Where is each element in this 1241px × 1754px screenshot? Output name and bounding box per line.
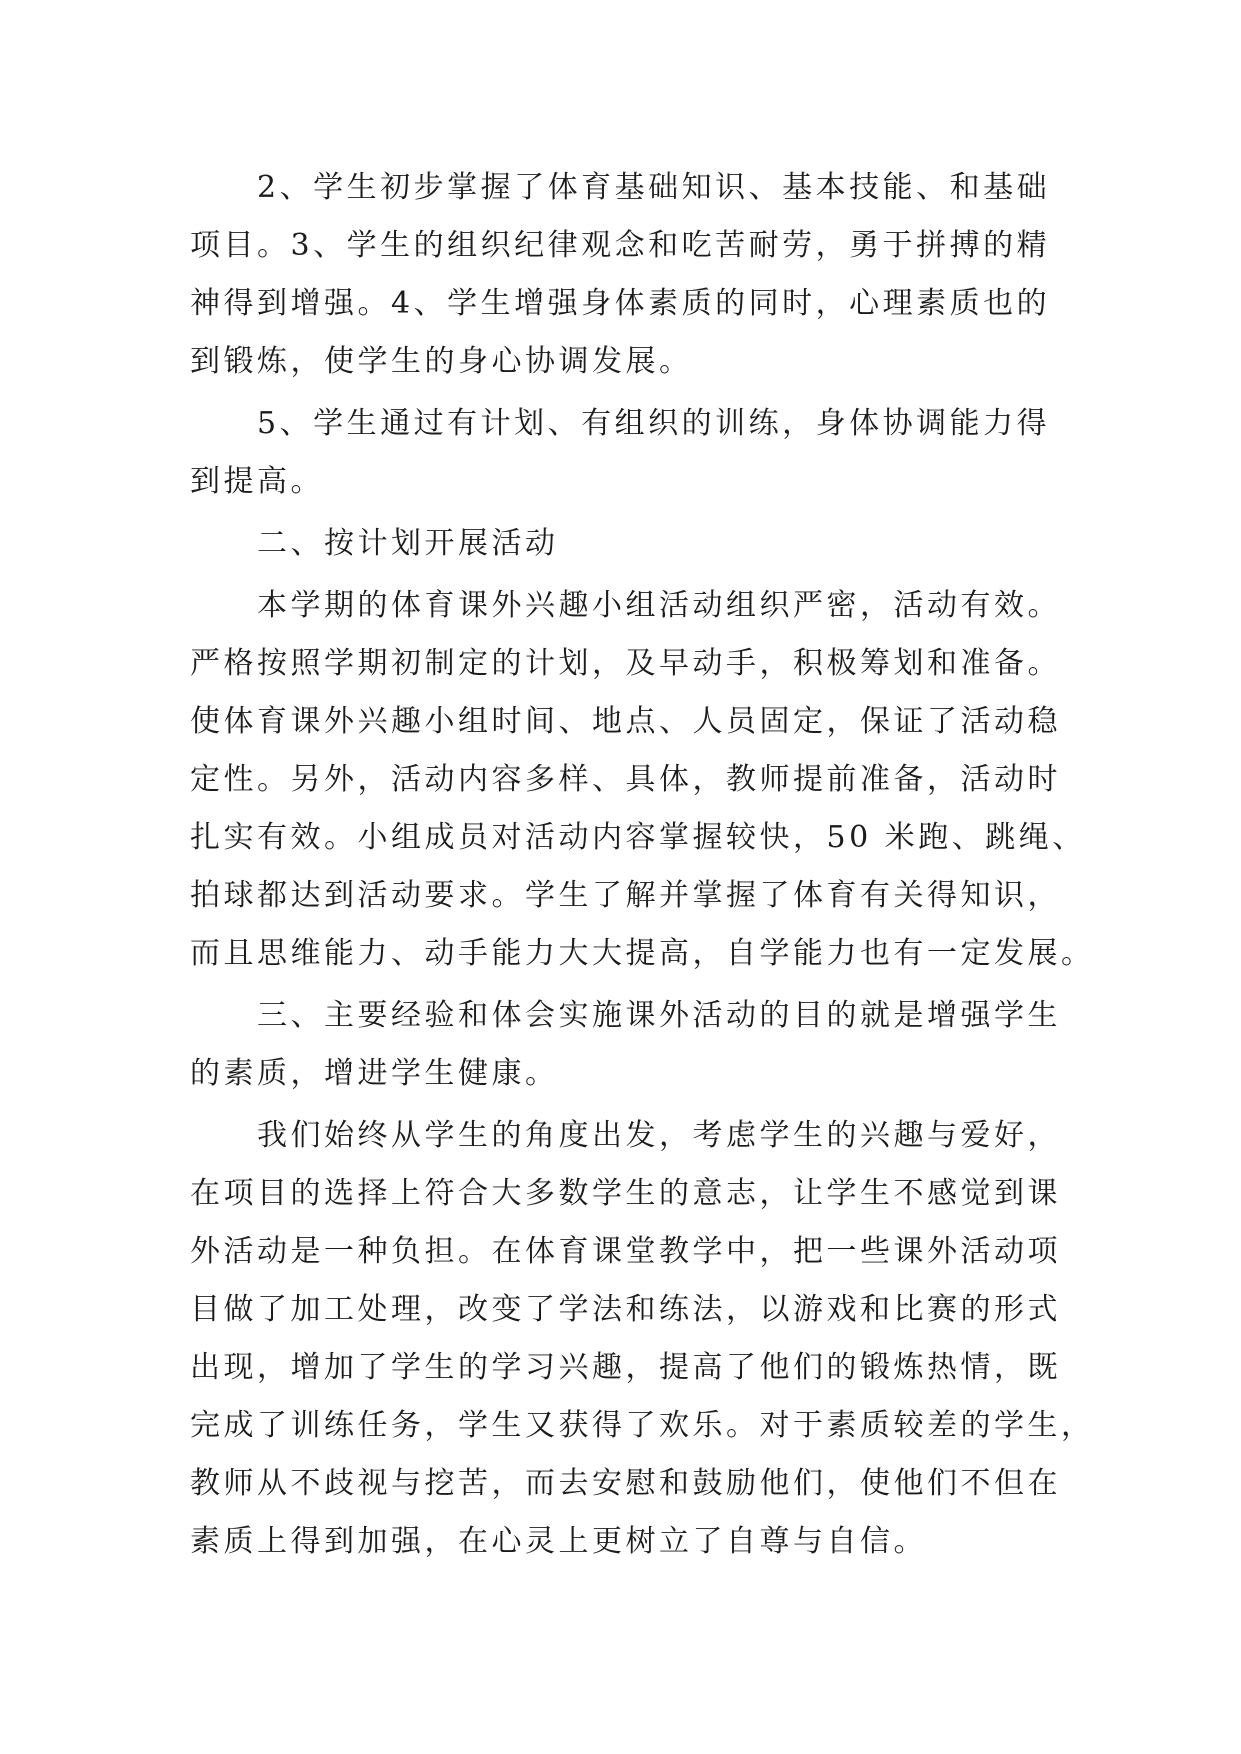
text-line: 拍球都达到活动要求。学生了解并掌握了体育有关得知识， [190, 878, 1061, 913]
text-line: 定性。另外，活动内容多样、具体，教师提前准备，活动时 [190, 762, 1061, 797]
body-text [190, 159, 1095, 1571]
paragraph-3 [190, 577, 1095, 983]
text-line: 神得到增强。4、学生增强身体素质的同时，心理素质也的 [190, 286, 1051, 321]
text-line: 严格按照学期初制定的计划，及早动手，积极筹划和准备。 [190, 646, 1061, 681]
text-line: 2、学生初步掌握了体育基础知识、基本技能、和基础 [190, 170, 1051, 205]
text-line: 外活动是一种负担。在体育课堂教学中，把一些课外活动项 [190, 1234, 1061, 1269]
text-line: 项目。3、学生的组织纪律观念和吃苦耐劳，勇于拼搏的精 [190, 228, 1051, 263]
text-line: 教师从不歧视与挖苦，而去安慰和鼓励他们，使他们不但在 [190, 1466, 1061, 1501]
text-line: 三、主要经验和体会实施课外活动的目的就是增强学生 [190, 998, 1061, 1033]
paragraph-5 [190, 1107, 1095, 1571]
text-line: 的素质，增进学生健康。 [190, 1056, 559, 1091]
text-line: 到提高。 [190, 464, 324, 499]
text-line: 完成了训练任务，学生又获得了欢乐。对于素质较差的学生， [190, 1408, 1095, 1443]
text-line: 5、学生通过有计划、有组织的训练，身体协调能力得 [190, 406, 1051, 441]
text-line: 在项目的选择上符合大多数学生的意志，让学生不感觉到课 [190, 1176, 1061, 1211]
paragraph-2 [190, 395, 1090, 511]
text-line: 素质上得到加强，在心灵上更树立了自尊与自信。 [190, 1524, 927, 1559]
text-line: 扎实有效。小组成员对活动内容掌握较快，50 米跑、跳绳、 [190, 820, 1086, 855]
text-line: 使体育课外兴趣小组时间、地点、人员固定，保证了活动稳 [190, 704, 1061, 739]
text-line: 二、按计划开展活动 [190, 526, 559, 561]
paragraph-1 [190, 159, 1090, 391]
text-line: 本学期的体育课外兴趣小组活动组织严密，活动有效。 [190, 588, 1061, 623]
text-line: 我们始终从学生的角度出发，考虑学生的兴趣与爱好， [190, 1118, 1061, 1153]
paragraph-4 [190, 987, 1090, 1103]
text-line: 到锻炼，使学生的身心协调发展。 [190, 344, 693, 379]
text-line: 出现，增加了学生的学习兴趣，提高了他们的锻炼热情，既 [190, 1350, 1061, 1385]
section-heading-2 [190, 515, 1090, 573]
text-line: 目做了加工处理，改变了学法和练法，以游戏和比赛的形式 [190, 1292, 1061, 1327]
text-line: 而且思维能力、动手能力大大提高，自学能力也有一定发展。 [190, 936, 1095, 971]
